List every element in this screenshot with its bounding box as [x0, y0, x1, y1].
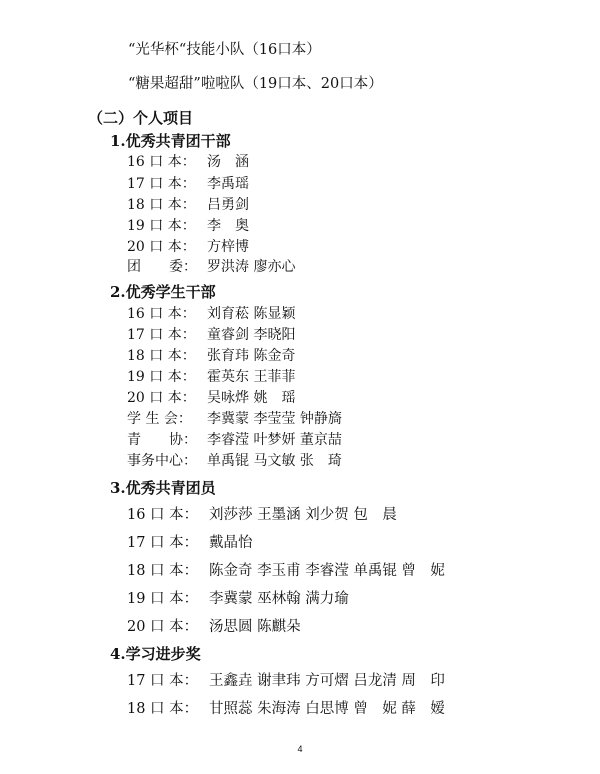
category-title: 2.优秀学生干部 [110, 283, 216, 301]
unit-label: 20 口 本： [127, 390, 196, 406]
unit-label: 16 口 本： [127, 154, 196, 170]
section-title: （二）个人项目 [88, 109, 194, 127]
award-row [127, 219, 249, 233]
recipient-names: 霍英东 王菲菲 [207, 369, 296, 385]
unit-label: 16 口 本： [127, 306, 196, 322]
recipient-names: 王鑫垚 谢聿玮 方可熠 吕龙清 周 印 [209, 673, 445, 689]
category-title: 1.优秀共青团干部 [110, 132, 231, 150]
award-row [127, 536, 253, 551]
unit-label: 青 协： [127, 432, 197, 448]
unit-label: 18 口 本： [127, 563, 199, 579]
award-row [127, 328, 295, 342]
unit-label: 事务中心： [127, 453, 197, 469]
recipient-names: 单禹锟 马文敏 张 琦 [207, 453, 342, 469]
award-row [127, 177, 249, 191]
recipient-names: 戴晶怡 [209, 535, 253, 551]
award-row [127, 433, 342, 447]
award-row [127, 564, 445, 579]
page-number: 4 [297, 744, 303, 754]
award-row [127, 349, 295, 363]
team-award-1: “光华杯“技能小队（16口本） [128, 42, 321, 58]
unit-label: 18 口 本： [127, 197, 196, 213]
award-row [127, 674, 445, 689]
award-row [127, 412, 342, 426]
recipient-names: 刘莎莎 王墨涵 刘少贺 包 晨 [209, 507, 397, 523]
award-row [127, 155, 249, 169]
recipient-names: 李冀蒙 李莹莹 钟静旖 [207, 411, 342, 427]
unit-label: 17 口 本： [127, 673, 199, 689]
unit-label: 17 口 本： [127, 176, 196, 192]
recipient-names: 吕勇剑 [207, 197, 249, 213]
unit-label: 19 口 本： [127, 218, 196, 234]
unit-label: 20 口 本： [127, 619, 199, 635]
recipient-names: 童睿剑 李晓阳 [207, 327, 296, 343]
unit-label: 学 生 会： [127, 411, 192, 427]
category-title: 4.学习进步奖 [110, 645, 201, 663]
unit-label: 17 口 本： [127, 327, 196, 343]
unit-label: 团 委： [127, 259, 197, 275]
award-row [127, 508, 397, 523]
recipient-names: 李禹瑶 [207, 176, 249, 192]
unit-label: 19 口 本： [127, 591, 199, 607]
award-row [127, 592, 349, 607]
award-row [127, 307, 295, 321]
award-row [127, 370, 295, 384]
award-row [127, 198, 249, 212]
recipient-names: 李 奥 [207, 218, 249, 234]
award-row [127, 391, 295, 405]
recipient-names: 汤思圆 陈麒朵 [209, 619, 301, 635]
recipient-names: 汤 涵 [207, 154, 249, 170]
recipient-names: 张育玮 陈金奇 [207, 348, 296, 364]
category-title: 3.优秀共青团员 [110, 479, 216, 497]
unit-label: 18 口 本： [127, 701, 199, 717]
award-row [127, 240, 249, 254]
recipient-names: 罗洪涛 廖亦心 [207, 259, 296, 275]
award-row [127, 260, 295, 274]
recipient-names: 李睿滢 叶梦妍 董京喆 [207, 432, 342, 448]
recipient-names: 吴咏烨 姚 瑶 [207, 390, 296, 406]
recipient-names: 陈金奇 李玉甫 李睿滢 单禹锟 曾 妮 [209, 563, 445, 579]
recipient-names: 方梓博 [207, 239, 249, 255]
recipient-names: 刘育菘 陈显颖 [207, 306, 296, 322]
unit-label: 19 口 本： [127, 369, 196, 385]
unit-label: 16 口 本： [127, 507, 199, 523]
recipient-names: 李冀蒙 巫林翰 满力瑜 [209, 591, 349, 607]
award-row [127, 454, 342, 468]
recipient-names: 甘照蕊 朱海涛 白思博 曾 妮 薛 嫒 [209, 701, 445, 717]
team-award-2: “糖果超甜”啦啦队（19口本、20口本） [128, 76, 383, 92]
unit-label: 17 口 本： [127, 535, 199, 551]
unit-label: 20 口 本： [127, 239, 196, 255]
award-row [127, 620, 301, 635]
award-row [127, 702, 445, 717]
unit-label: 18 口 本： [127, 348, 196, 364]
